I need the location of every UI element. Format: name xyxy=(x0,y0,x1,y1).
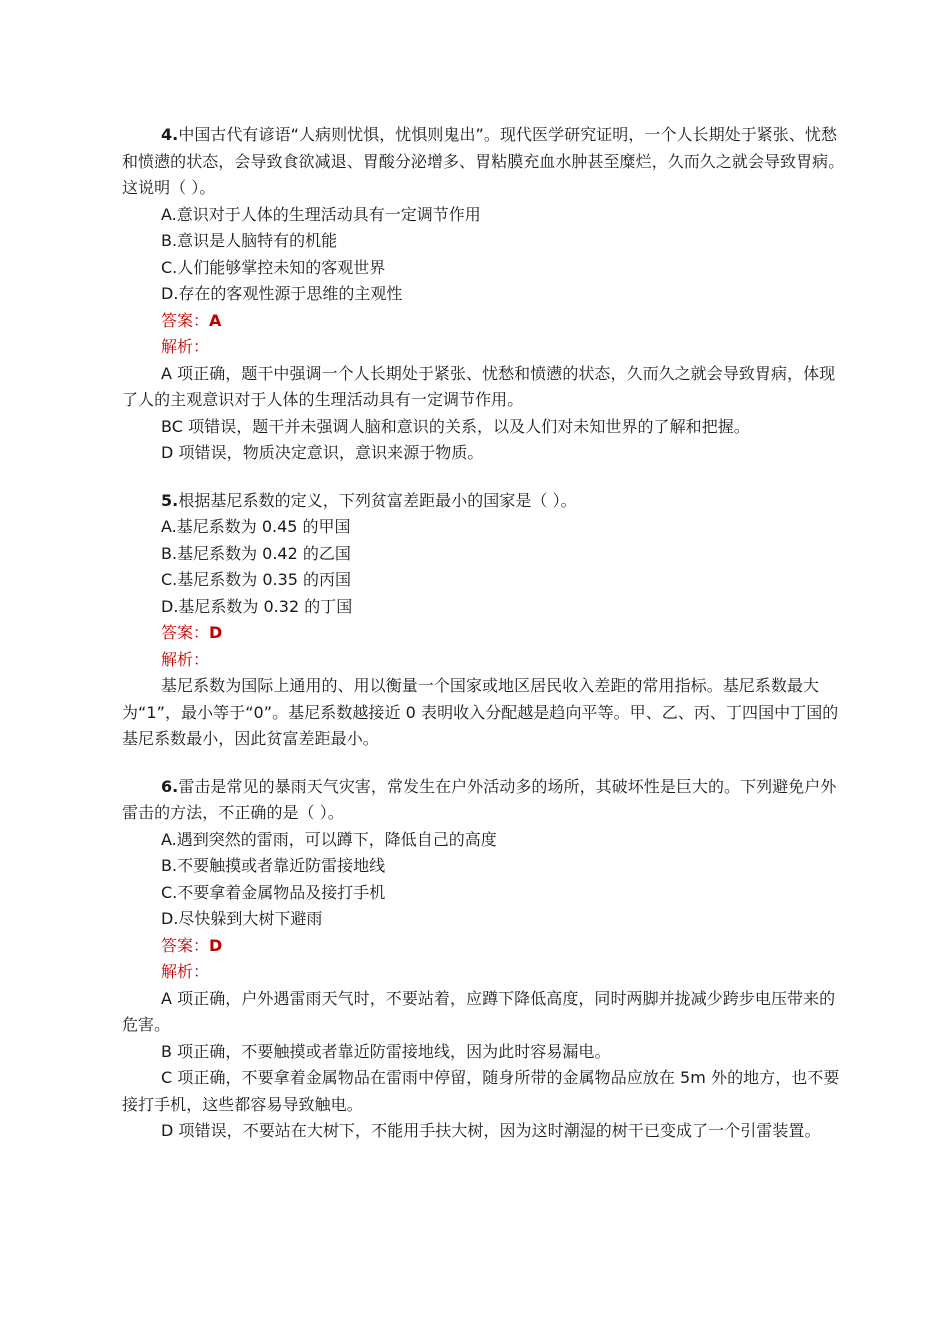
analysis-paragraph: B 项正确，不要触摸或者靠近防雷接地线，因为此时容易漏电。 xyxy=(161,1041,611,1061)
answer-label: 答案： xyxy=(161,310,210,330)
question-6 xyxy=(122,774,846,1145)
answer-line xyxy=(122,308,846,335)
question-text: 中国古代有谚语“人病则忧惧，忧惧则鬼出”。现代医学研究证明，一个人长期处于紧张、忧愁和愤懑的状态，会导致食欲减退、胃酸分泌增多、胃粘膜充血水肿甚至糜烂，久而久之就会导致胃病。这说明（ ）。 xyxy=(122,125,845,197)
option-a: A.基尼系数为 0.45 的甲国 xyxy=(161,517,351,536)
question-number: 6. xyxy=(161,776,179,796)
analysis-paragraph: D 项错误，物质决定意识，意识来源于物质。 xyxy=(161,443,484,462)
answer-letter: D xyxy=(209,623,223,642)
question-number: 4. xyxy=(161,125,179,144)
option-c: C.基尼系数为 0.35 的丙国 xyxy=(161,570,352,589)
analysis-label: 解析： xyxy=(161,649,210,669)
option-d: D.尽快躲到大树下避雨 xyxy=(161,909,323,928)
option-b: B.基尼系数为 0.42 的乙国 xyxy=(161,543,351,563)
question-stem xyxy=(122,774,846,827)
analysis-paragraph: A 项正确，题干中强调一个人长期处于紧张、忧愁和愤懑的状态，久而久之就会导致胃病，体现了人的主观意识对于人体的生理活动具有一定调节作用。 xyxy=(122,363,836,409)
analysis-label: 解析： xyxy=(161,962,210,981)
question-number: 5. xyxy=(161,490,179,510)
question-page xyxy=(122,122,846,1166)
answer-label: 答案： xyxy=(161,623,210,642)
analysis-paragraph: A 项正确，户外遇雷雨天气时，不要站着，应蹲下降低高度，同时两脚并拢减少跨步电压带来的危害。 xyxy=(122,988,836,1034)
answer-line xyxy=(122,620,846,647)
option-b: B.意识是人脑特有的机能 xyxy=(161,231,338,250)
question-stem xyxy=(122,488,846,515)
question-4 xyxy=(122,122,846,467)
option-a: A.遇到突然的雷雨，可以蹲下，降低自己的高度 xyxy=(161,829,497,849)
answer-label: 答案： xyxy=(161,935,210,955)
option-d: D.基尼系数为 0.32 的丁国 xyxy=(161,596,353,616)
analysis-paragraph: D 项错误，不要站在大树下，不能用手扶大树，因为这时潮湿的树干已变成了一个引雷装置。 xyxy=(161,1121,821,1140)
question-text: 根据基尼系数的定义，下列贫富差距最小的国家是（ ）。 xyxy=(178,490,577,510)
option-c: C.人们能够掌控未知的客观世界 xyxy=(161,257,386,277)
question-text: 雷击是常见的暴雨天气灾害，常发生在户外活动多的场所，其破坏性是巨大的。下列避免户外雷击的方法，不正确的是（ ）。 xyxy=(122,776,837,822)
option-d: D.存在的客观性源于思维的主观性 xyxy=(161,284,403,303)
analysis-paragraph: C 项正确，不要拿着金属物品在雷雨中停留，随身所带的金属物品应放在 5m 外的地方，也不要接打手机，这些都容易导致触电。 xyxy=(122,1068,840,1114)
answer-letter: A xyxy=(209,310,222,330)
analysis-paragraph: 基尼系数为国际上通用的、用以衡量一个国家或地区居民收入差距的常用指标。基尼系数最大为“1”，最小等于“0”。基尼系数越接近 0 表明收入分配越是趋向平等。甲、乙、丙、丁四国中丁国的基尼系数最小，因此贫富差距最小。 xyxy=(122,676,839,748)
option-c: C.不要拿着金属物品及接打手机 xyxy=(161,882,386,902)
answer-line xyxy=(122,933,846,960)
answer-letter: D xyxy=(209,935,223,955)
question-5 xyxy=(122,488,846,753)
question-stem xyxy=(122,122,846,202)
analysis-paragraph: BC 项错误，题干并未强调人脑和意识的关系，以及人们对未知世界的了解和把握。 xyxy=(161,416,750,436)
option-a: A.意识对于人体的生理活动具有一定调节作用 xyxy=(161,204,481,224)
analysis-label: 解析： xyxy=(161,337,210,356)
option-b: B.不要触摸或者靠近防雷接地线 xyxy=(161,856,386,875)
